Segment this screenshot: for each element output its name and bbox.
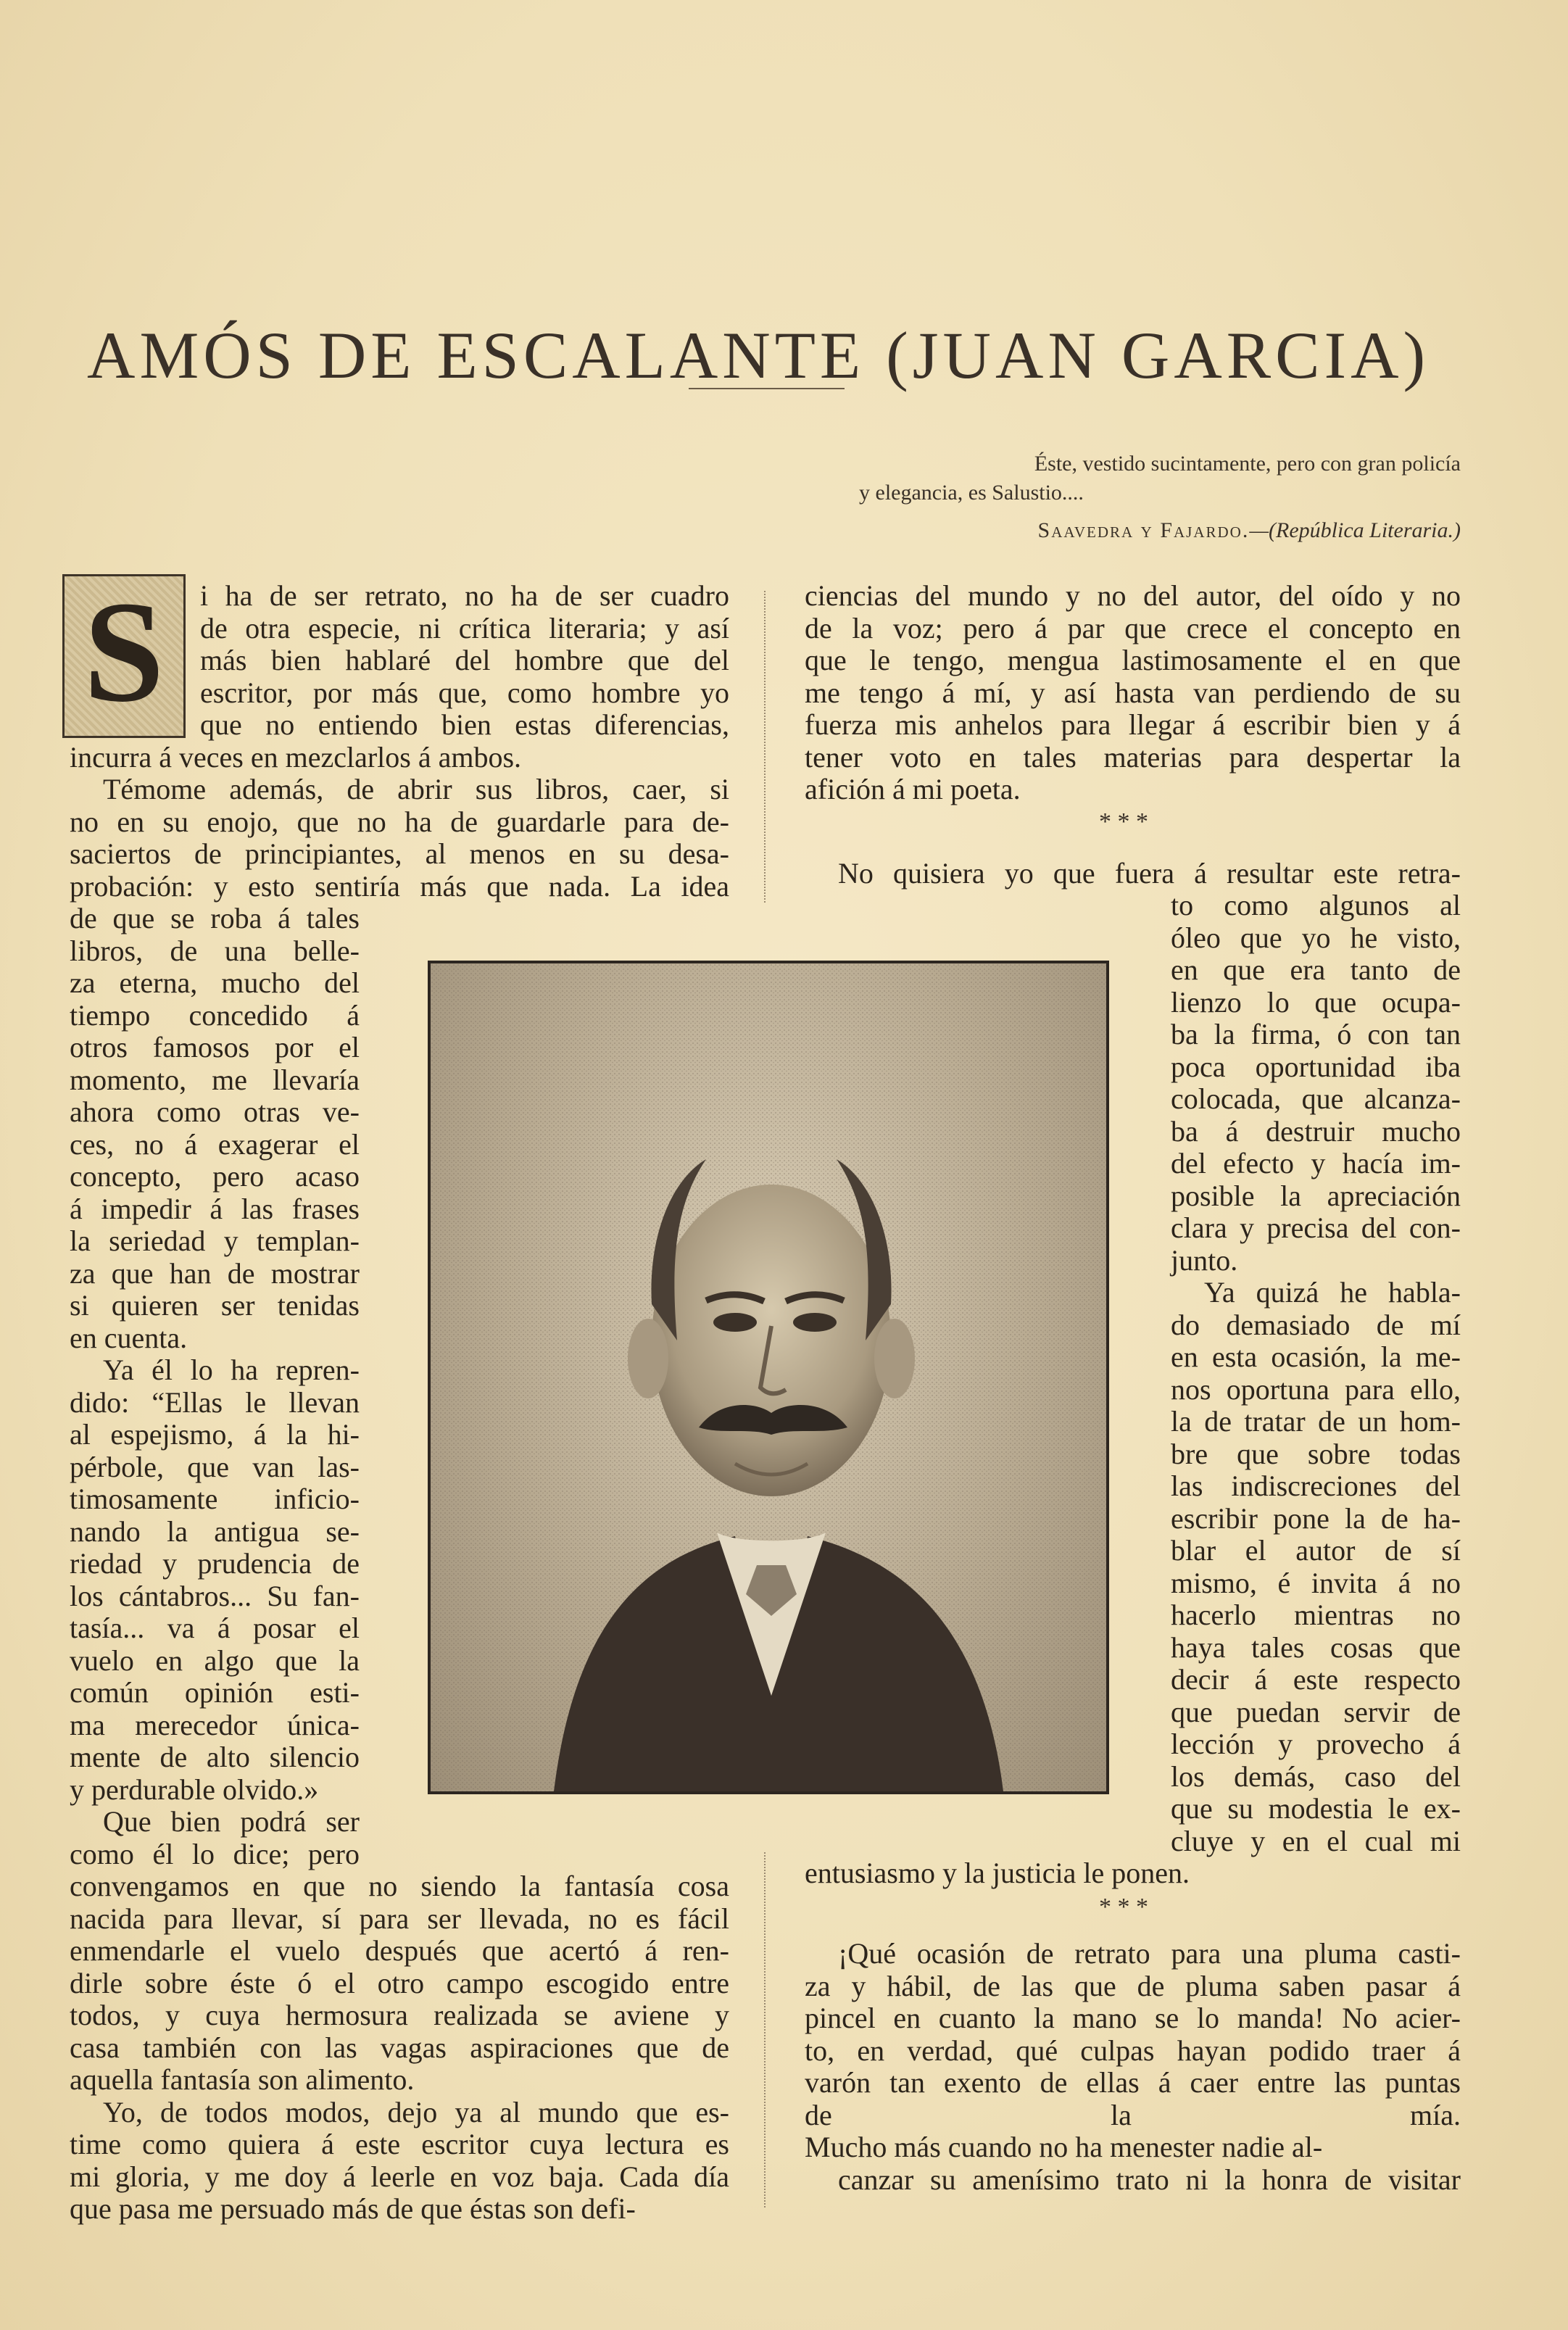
text-line: casa también con las vagas aspiraciones que de	[70, 2031, 729, 2064]
text-line: la de tratar de un hom-	[1171, 1405, 1461, 1438]
text-line: ma merecedor única-	[70, 1708, 360, 1741]
text-line: que pasa me persuado más de que éstas son defi-	[70, 2192, 636, 2225]
text-line: concepto, pero acaso	[70, 1160, 360, 1193]
text-line: óleo que yo he visto,	[1171, 921, 1461, 954]
text-line: varón tan exento de ellas á caer entre las puntas	[805, 2066, 1461, 2099]
text-line: ciencias del mundo y no del autor, del oído y no	[805, 579, 1461, 612]
epigraph-attribution	[859, 516, 1461, 545]
text-line: me tengo á mí, y así hasta van perdiendo de su	[805, 676, 1461, 709]
text-line: y perdurable olvido.»	[70, 1773, 319, 1806]
text-line: entusiasmo y la justicia le ponen.	[805, 1857, 1190, 1890]
text-line: Mucho más cuando no ha menester nadie al-	[805, 2131, 1323, 2164]
text-line: nacida para llevar, sí para ser llevada, no es fácil	[70, 1902, 729, 1935]
text-line: colocada, que alcanza-	[1171, 1082, 1461, 1116]
portrait-illustration	[431, 963, 1106, 1791]
text-line: ba la firma, ó con tan	[1171, 1018, 1461, 1051]
text-line: to, en verdad, qué culpas hayan podido traer á	[805, 2033, 1461, 2067]
text-line: los cántabros... Su fan-	[70, 1579, 360, 1612]
text-line: de la voz; pero á par que crece el concepto en	[805, 611, 1461, 644]
portrait-ear-right	[874, 1319, 915, 1398]
text-line: de otra especie, ni crítica literaria; y así	[200, 611, 729, 644]
text-line: fuerza mis anhelos para llegar á escribir bien y á	[805, 708, 1461, 741]
portrait-eye-left	[713, 1313, 757, 1332]
text-line: convengamos en que no siendo la fantasía cosa	[70, 1870, 729, 1902]
text-line: otros famosos por el	[70, 1031, 360, 1064]
section-asterism: * * *	[1099, 1893, 1148, 1920]
text-line: poca oportunidad iba	[1171, 1050, 1461, 1083]
text-line: en que era tanto de	[1171, 953, 1461, 987]
text-line: lienzo lo que ocupa-	[1171, 985, 1461, 1019]
text-line: ¡Qué ocasión de retrato para una pluma casti-	[838, 1937, 1461, 1970]
text-line: si quieren ser tenidas	[70, 1289, 360, 1322]
text-line: pincel en cuanto la mano se lo manda! No acier-	[805, 2002, 1461, 2035]
text-line: saciertos de principiantes, al menos en su desa-	[70, 837, 729, 870]
text-line: ba á destruir mucho	[1171, 1114, 1461, 1148]
column-divider-bottom	[764, 1852, 766, 2207]
text-line: pérbole, que van las-	[70, 1450, 360, 1483]
epigraph	[859, 449, 1461, 545]
text-line: Témome además, de abrir sus libros, caer, si	[103, 773, 729, 805]
text-line: hacerlo mientras no	[1171, 1599, 1461, 1632]
text-line: Ya quizá he habla-	[1204, 1276, 1461, 1309]
dropcap-ornament	[62, 574, 186, 738]
text-line: za y hábil, de las que de pluma saben pasar á	[805, 1969, 1461, 2002]
text-line: no en su enojo, que no ha de guardarle para de-	[70, 805, 729, 838]
text-line: escribir pone la de ha-	[1171, 1501, 1461, 1535]
text-line: dirle sobre éste ó el otro campo escogido entre	[70, 1966, 729, 1999]
portrait-head	[652, 1185, 891, 1496]
text-line: to como algunos al	[1171, 889, 1461, 922]
text-line: de que se roba á tales	[70, 902, 360, 934]
epigraph-author: Saavedra y Fajardo.	[1037, 518, 1250, 542]
text-line: timosamente inficio-	[70, 1483, 360, 1515]
text-line: ahora como otras ve-	[70, 1095, 360, 1128]
text-line: za que han de mostrar	[70, 1256, 360, 1290]
text-line: escritor, por más que, como hombre yo	[200, 676, 729, 709]
article-title: AMÓS DE ESCALANTE (JUAN GARCIA)	[87, 318, 1430, 392]
dropcap-letter: S	[83, 572, 165, 732]
text-line: riedad y prudencia de	[70, 1547, 360, 1580]
portrait-eye-right	[793, 1313, 837, 1332]
text-line: posible la apreciación	[1171, 1179, 1461, 1212]
text-line: nando la antigua se-	[70, 1514, 360, 1548]
text-line: libros, de una belle-	[70, 934, 360, 967]
text-line: que su modestia le ex-	[1171, 1792, 1461, 1825]
text-line: Yo, de todos modos, dejo ya al mundo que es-	[103, 2095, 729, 2128]
epigraph-line-2: y elegancia, es Salustio....	[859, 481, 1084, 505]
text-line: que le tengo, mengua lastimosamente el en que	[805, 644, 1461, 676]
portrait-ear-left	[628, 1319, 668, 1398]
text-line: de la mía.	[805, 2098, 1461, 2131]
text-line: común opinión esti-	[70, 1676, 360, 1709]
text-line: enmendarle el vuelo después que acertó á ren-	[70, 1934, 729, 1967]
text-line: que puedan servir de	[1171, 1695, 1461, 1728]
text-line: las indiscreciones del	[1171, 1469, 1461, 1503]
text-line: i ha de ser retrato, no ha de ser cuadro	[200, 579, 729, 612]
text-line: que no entiendo bien estas diferencias,	[200, 708, 729, 741]
text-line: No quisiera yo que fuera á resultar este retra-	[838, 856, 1461, 890]
text-line: la seriedad y templan-	[70, 1224, 360, 1257]
text-line: en esta ocasión, la me-	[1171, 1340, 1461, 1374]
text-line: los demás, caso del	[1171, 1759, 1461, 1793]
text-line: do demasiado de mí	[1171, 1308, 1461, 1341]
text-line: á impedir á las frases	[70, 1192, 360, 1225]
text-line: za eterna, mucho del	[70, 966, 360, 999]
text-line: dido: “Ellas le llevan	[70, 1385, 360, 1419]
text-line: time como quiera á este escritor cuya lectura es	[70, 2128, 729, 2160]
text-line: afición á mi poeta.	[805, 773, 1021, 805]
text-line: más bien hablaré del hombre que del	[200, 644, 729, 676]
title-rule	[689, 388, 845, 389]
text-line: mi gloria, y me doy á leerle en voz baja. Cada día	[70, 2160, 729, 2193]
section-asterism: * * *	[1099, 808, 1148, 835]
text-line: lección y provecho á	[1171, 1728, 1461, 1761]
text-line: Que bien podrá ser	[103, 1805, 360, 1838]
text-line: probación: y esto sentiría más que nada. La idea	[70, 869, 729, 903]
text-line: mismo, é invita á no	[1171, 1566, 1461, 1599]
text-line: canzar su amenísimo trato ni la honra de visitar	[838, 2163, 1461, 2196]
text-line: al espejismo, á la hi-	[70, 1418, 360, 1451]
text-line: nos oportuna para ello,	[1171, 1372, 1461, 1406]
text-line: cluye y en el cual mi	[1171, 1824, 1461, 1857]
text-line: clara y precisa del con-	[1171, 1211, 1461, 1245]
text-line: haya tales cosas que	[1171, 1630, 1461, 1664]
text-line: junto.	[1171, 1243, 1238, 1277]
column-divider-top	[764, 591, 766, 903]
text-line: en cuenta.	[70, 1321, 188, 1354]
epigraph-line-1: Éste, vestido sucintamente, pero con gran policía	[1034, 452, 1461, 476]
text-line: bre que sobre todas	[1171, 1437, 1461, 1470]
text-line: ces, no á exagerar el	[70, 1127, 360, 1161]
text-line: del efecto y hacía im-	[1171, 1147, 1461, 1180]
text-line: incurra á veces en mezclarlos á ambos.	[70, 740, 522, 774]
text-line: vuelo en algo que la	[70, 1643, 360, 1677]
text-line: todos, y cuya hermosura realizada se aviene y	[70, 1999, 729, 2031]
portrait-engraving	[428, 961, 1109, 1794]
epigraph-work: —(República Literaria.)	[1249, 518, 1461, 542]
text-line: momento, me llevaría	[70, 1063, 360, 1096]
text-line: tener voto en tales materias para despertar la	[805, 740, 1461, 774]
text-line: aquella fantasía son alimento.	[70, 2063, 415, 2096]
text-line: tiempo concedido á	[70, 998, 360, 1032]
text-line: mente de alto silencio	[70, 1741, 360, 1773]
text-line: blar el autor de sí	[1171, 1534, 1461, 1567]
text-line: tasía... va á posar el	[70, 1612, 360, 1644]
text-line: Ya él lo ha repren-	[103, 1353, 360, 1386]
text-line: como él lo dice; pero	[70, 1837, 360, 1870]
text-line: decir á este respecto	[1171, 1663, 1461, 1696]
